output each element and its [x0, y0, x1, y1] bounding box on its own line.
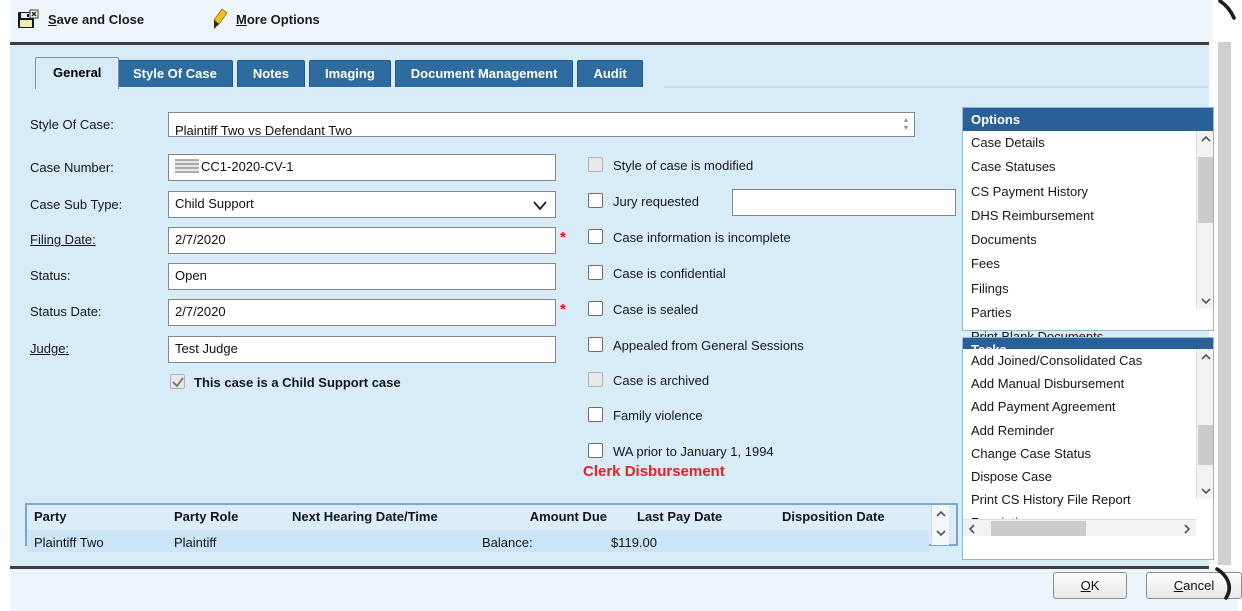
tab-general[interactable]: General	[35, 57, 119, 89]
style-modified-label: Style of case is modified	[613, 158, 754, 173]
options-scrollbar[interactable]	[1196, 131, 1213, 309]
case-number-label: Case Number:	[30, 160, 114, 175]
column-header-party-role[interactable]: Party Role	[174, 509, 239, 524]
case-sealed-label: Case is sealed	[613, 302, 699, 317]
option-documents[interactable]: Documents	[971, 232, 1037, 248]
tab-strip-baseline	[664, 86, 1209, 88]
column-header-party[interactable]: Party	[34, 509, 67, 524]
spinner-up-down-icon[interactable]: ▴ ▾	[903, 115, 908, 132]
cancel-button[interactable]: Cancel	[1146, 572, 1242, 599]
jury-requested-label: Jury requested	[613, 194, 699, 209]
task-add-reminder[interactable]: Add Reminder	[971, 422, 1055, 438]
tasks-panel	[962, 337, 1214, 560]
tasks-horizontal-scrollbar[interactable]	[963, 519, 1196, 536]
tasks-list	[963, 349, 1213, 547]
window-scrollbar[interactable]	[1218, 42, 1231, 565]
option-dhs-reimbursement[interactable]: DHS Reimbursement	[971, 207, 1094, 223]
ink-annotation-top	[1217, 0, 1237, 20]
tab-document-management[interactable]: Document Management	[395, 60, 574, 87]
task-add-joined-consolidated[interactable]: Add Joined/Consolidated Cas	[971, 353, 1143, 368]
tab-audit[interactable]: Audit	[577, 60, 642, 87]
case-sub-type-dropdown[interactable]: Child Support	[168, 191, 556, 218]
status-date-label: Status Date:	[30, 304, 102, 319]
tab-style-of-case[interactable]: Style Of Case	[117, 60, 233, 87]
pencil-icon	[213, 8, 228, 33]
stripes-icon	[175, 159, 199, 173]
case-archived-checkbox[interactable]	[588, 372, 603, 387]
chevron-down-icon[interactable]	[533, 198, 547, 213]
judge-link[interactable]: Judge:	[30, 341, 70, 356]
scroll-up-icon[interactable]	[1197, 131, 1214, 147]
column-header-last-pay-date[interactable]: Last Pay Date	[637, 509, 723, 524]
appealed-checkbox[interactable]	[588, 337, 603, 352]
scroll-up-icon[interactable]	[932, 506, 950, 522]
wa-prior-label: WA prior to January 1, 1994	[613, 444, 774, 459]
family-violence-label: Family violence	[613, 408, 703, 423]
column-header-amount-due[interactable]: Amount Due	[529, 509, 607, 524]
tasks-scroll-thumb[interactable]	[1198, 425, 1213, 465]
options-panel	[962, 107, 1214, 331]
tasks-vertical-scrollbar[interactable]	[1196, 349, 1213, 499]
scroll-down-icon[interactable]	[932, 525, 950, 541]
tab-bar	[117, 60, 643, 87]
filing-date-field[interactable]: 2/7/2020	[168, 227, 556, 254]
parties-grid	[25, 503, 958, 550]
style-modified-checkbox[interactable]	[588, 157, 603, 172]
scroll-right-icon[interactable]	[1178, 520, 1196, 537]
status-date-required-marker: *	[560, 301, 566, 318]
column-header-next-hearing[interactable]: Next Hearing Date/Time	[292, 509, 438, 524]
status-label: Status:	[30, 268, 71, 283]
option-parties[interactable]: Parties	[971, 305, 1012, 321]
tasks-hscroll-thumb[interactable]	[991, 521, 1086, 536]
case-confidential-label: Case is confidential	[613, 266, 726, 281]
judge-field[interactable]: Test Judge	[168, 336, 556, 363]
option-case-statuses[interactable]: Case Statuses	[971, 159, 1056, 175]
table-row[interactable]	[27, 530, 929, 552]
filing-date-required-marker: *	[560, 229, 566, 246]
scroll-down-icon[interactable]	[1197, 483, 1214, 499]
wa-prior-checkbox[interactable]	[588, 443, 603, 458]
row-balance-label: Balance:	[482, 535, 533, 550]
jury-requested-input[interactable]	[732, 189, 956, 216]
save-icon	[18, 10, 38, 32]
column-header-disposition-date[interactable]: Disposition Date	[782, 509, 885, 524]
option-cs-payment-history[interactable]: CS Payment History	[971, 183, 1089, 199]
child-support-label: This case is a Child Support case	[194, 375, 401, 390]
scroll-left-icon[interactable]	[963, 520, 981, 537]
case-incomplete-checkbox[interactable]	[588, 229, 603, 244]
row-balance-value: $119.00	[610, 535, 657, 550]
save-and-close-button[interactable]: Save and Close	[48, 12, 145, 27]
family-violence-checkbox[interactable]	[588, 407, 603, 422]
style-of-case-label: Style Of Case:	[30, 117, 114, 132]
scroll-up-icon[interactable]	[1197, 349, 1214, 365]
task-add-manual-disbursement[interactable]: Add Manual Disbursement	[971, 376, 1125, 392]
ink-annotation-bottom	[1214, 565, 1237, 601]
case-sub-type-label: Case Sub Type:	[30, 197, 123, 212]
row-party: Plaintiff Two	[34, 535, 104, 550]
more-options-button[interactable]: More Options	[236, 12, 320, 27]
status-date-field[interactable]: 2/7/2020	[168, 299, 556, 326]
appealed-label: Appealed from General Sessions	[613, 338, 804, 353]
option-filings[interactable]: Filings	[971, 280, 1009, 296]
case-incomplete-label: Case information is incomplete	[613, 230, 791, 245]
option-case-details[interactable]: Case Details	[971, 135, 1045, 150]
tab-imaging[interactable]: Imaging	[309, 60, 391, 87]
grid-scrollbar[interactable]	[931, 505, 949, 545]
task-add-payment-agreement[interactable]: Add Payment Agreement	[971, 399, 1116, 415]
options-list	[963, 131, 1213, 330]
status-field[interactable]: Open	[168, 263, 556, 290]
case-confidential-checkbox[interactable]	[588, 265, 603, 280]
clerk-disbursement-link[interactable]: Clerk Disbursement	[583, 463, 725, 480]
task-dispose-case[interactable]: Dispose Case	[971, 469, 1052, 485]
task-change-case-status[interactable]: Change Case Status	[971, 445, 1091, 461]
filing-date-link[interactable]: Filing Date:	[30, 232, 96, 247]
case-sealed-checkbox[interactable]	[588, 301, 603, 316]
case-archived-label: Case is archived	[613, 373, 710, 388]
child-support-checkbox[interactable]	[170, 374, 185, 389]
options-panel-header: Options	[963, 108, 1213, 131]
option-fees[interactable]: Fees	[971, 256, 1000, 272]
style-of-case-field[interactable]: Plaintiff Two vs Defendant Two ▴ ▾	[168, 112, 915, 137]
toolbar	[10, 0, 1213, 42]
scroll-down-icon[interactable]	[1197, 293, 1214, 309]
ok-button[interactable]: OK	[1053, 572, 1127, 599]
tab-notes[interactable]: Notes	[237, 60, 305, 87]
row-party-role: Plaintiff	[174, 535, 217, 550]
check-icon	[171, 374, 184, 390]
case-number-field[interactable]: CC1-2020-CV-1	[168, 154, 556, 181]
task-print-cs-history[interactable]: Print CS History File Report	[971, 492, 1131, 508]
jury-requested-checkbox[interactable]	[588, 193, 603, 208]
options-scroll-thumb[interactable]	[1198, 157, 1213, 223]
